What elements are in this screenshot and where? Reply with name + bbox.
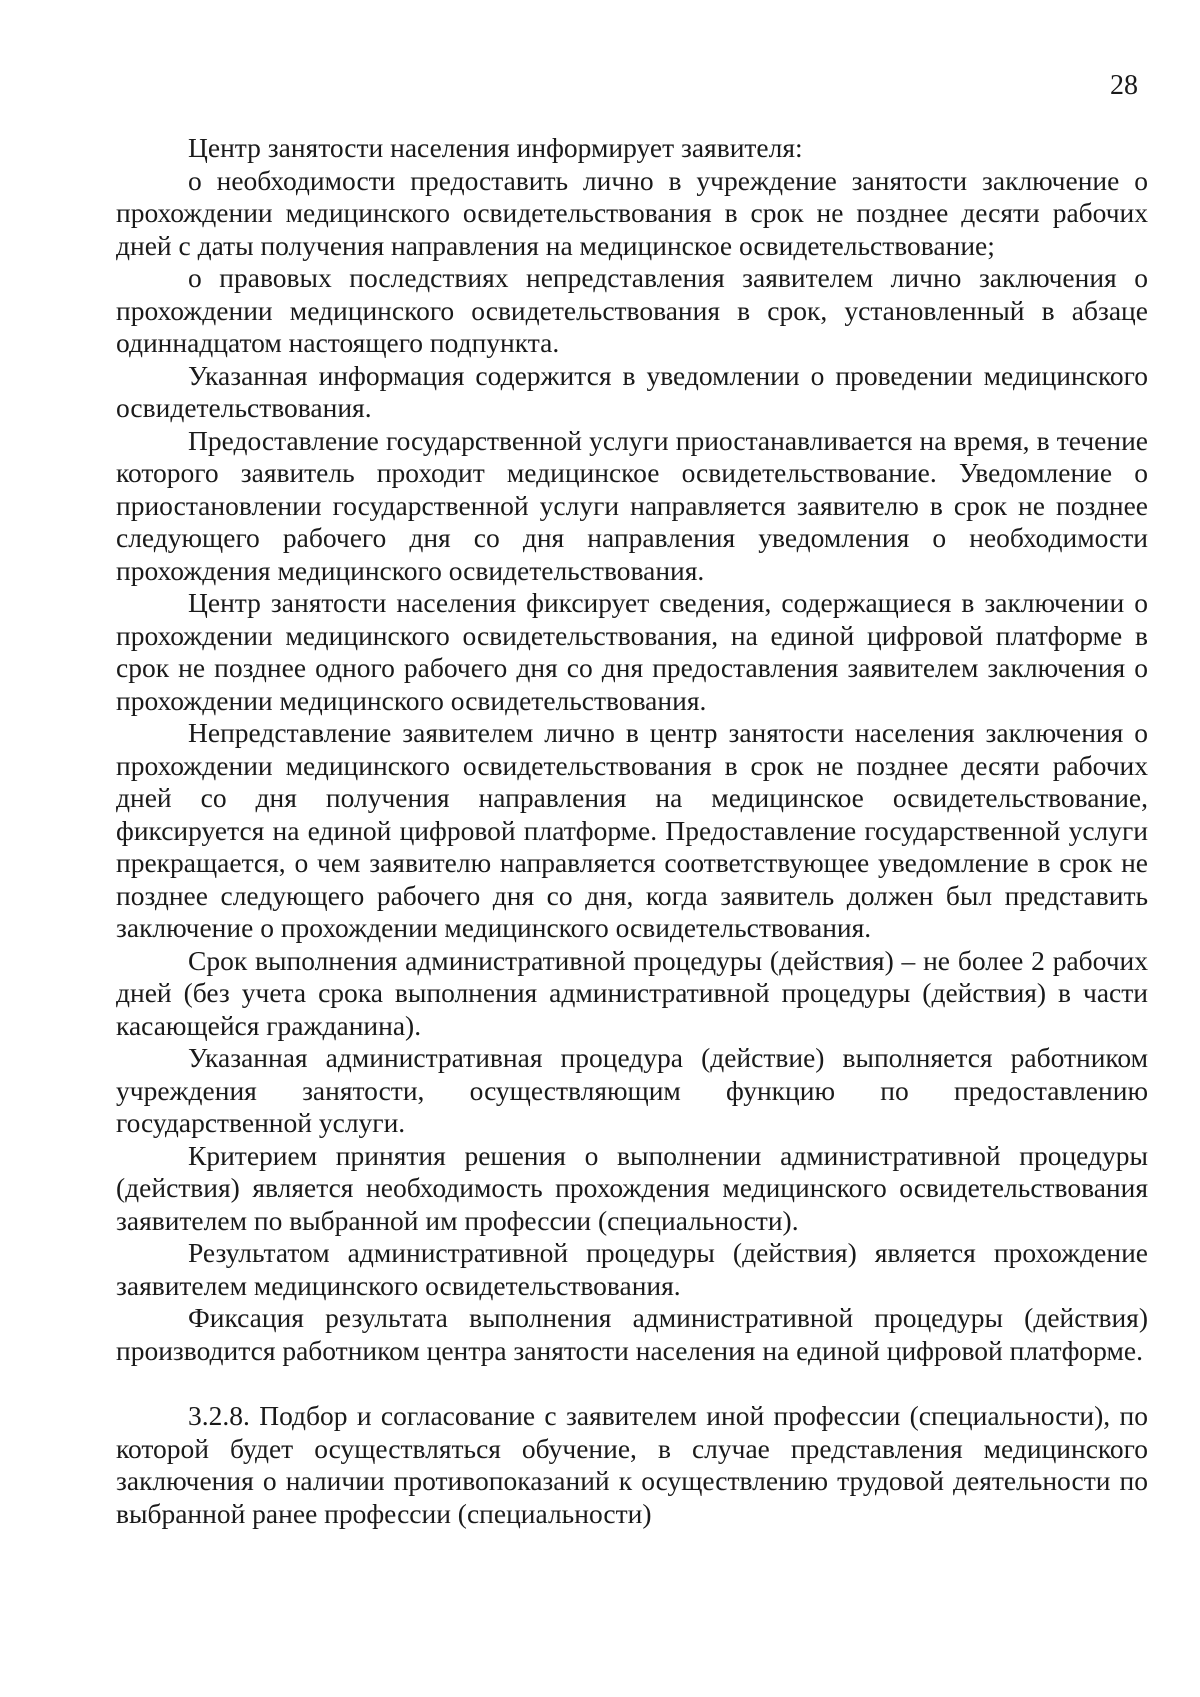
paragraph-suspension: Предоставление государственной услуги приостанавливается на время, в течение которого заявитель проходит медицинское освидетельствование. Уведомление о приостановлении государственной услуги направляется заявителю в срок не позднее следующего рабочего дня со дня направления уведомления о необходимости прохождения медицинского освидетельствования. (116, 424, 1148, 586)
page-number: 28 (1110, 70, 1138, 101)
paragraph-fixation: Фиксация результата выполнения административной процедуры (действия) производится работником центра занятости населения на единой цифровой платформе. (116, 1302, 1148, 1366)
paragraph-performer: Указанная административная процедура (действие) выполняется работником учреждения занятости, осуществляющим функцию по предоставлению государственной услуги. (116, 1042, 1148, 1138)
paragraph-result: Результатом административной процедуры (действия) является прохождение заявителем медицинского освидетельствования. (116, 1237, 1148, 1301)
paragraph-intro: Центр занятости населения информирует заявителя: (188, 132, 803, 163)
paragraph-recording: Центр занятости населения фиксирует сведения, содержащиеся в заключении о прохождении медицинского освидетельствования, на единой цифровой платформе в срок не позднее одного рабочего дня со дня предоставления заявителем заключения о прохождении медицинского освидетельствования. (116, 587, 1148, 716)
document-body (116, 132, 1148, 1530)
paragraph-non-submission: Непредставление заявителем лично в центр занятости населения заключения о прохождении медицинского освидетельствования в срок не позднее десяти рабочих дней со дня получения направления на медицинское освидетельствование, фиксируется на единой цифровой платформе. Предоставление государственной услуги прекращается, о чем заявителю направляется соответствующее уведомление в срок не позднее следующего рабочего дня со дня, когда заявитель должен был представить заключение о прохождении медицинского освидетельствования. (116, 717, 1148, 943)
paragraph-submit-conclusion: о необходимости предоставить лично в учреждение занятости заключение о прохождении медицинского освидетельствования в срок не позднее десяти рабочих дней с даты получения направления на медицинское освидетельствование; (116, 164, 1148, 261)
paragraph-notice-contents: Указанная информация содержится в уведомлении о проведении медицинского освидетельствования. (116, 359, 1148, 423)
paragraph-criterion: Критерием принятия решения о выполнении административной процедуры (действия) является необходимость прохождения медицинского освидетельствования заявителем по выбранной им профессии (специальности). (116, 1139, 1148, 1236)
paragraph-legal-consequences: о правовых последствиях непредставления заявителем лично заключения о прохождении медицинского освидетельствования в срок, установленный в абзаце одиннадцатом настоящего подпункта. (116, 262, 1148, 358)
section-heading: 3.2.8. Подбор и согласование с заявителем иной профессии (специальности), по которой будет осуществляться обучение, в случае представления медицинского заключения о наличии противопоказаний к осуществлению трудовой деятельности по выбранной ранее профессии (специальности) (116, 1400, 1148, 1529)
paragraph-deadline: Срок выполнения административной процедуры (действия) – не более 2 рабочих дней (без учета срока выполнения административной процедуры (действия) в части касающейся гражданина). (116, 944, 1148, 1041)
